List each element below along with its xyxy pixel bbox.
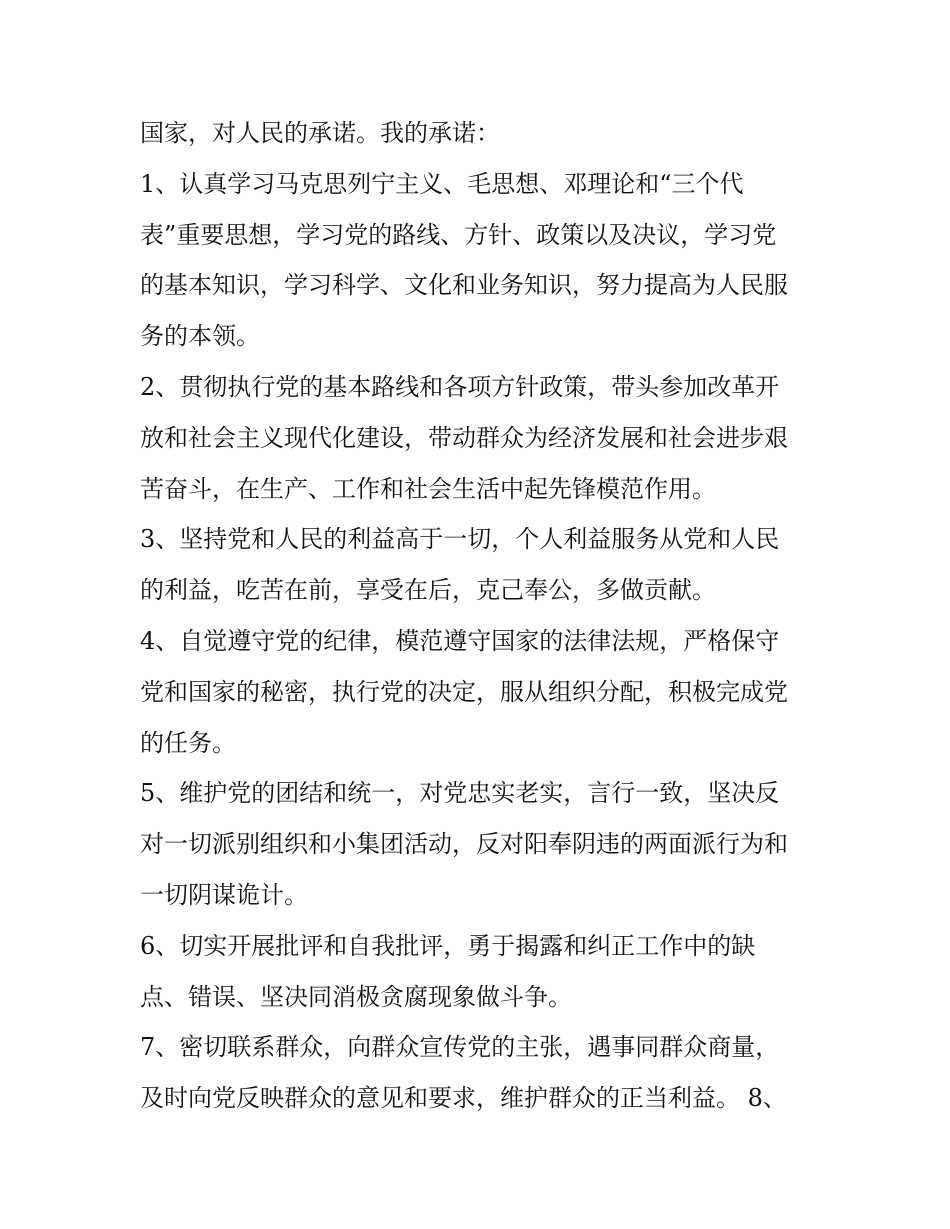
text-line: 7、密切联系群众，向群众宣传党的主张，遇事同群众商量， bbox=[140, 1033, 780, 1062]
text-line: 及时向党反映群众的意见和要求，维护群众的正当利益。 8、 bbox=[140, 1084, 787, 1113]
text-line: 3、坚持党和人民的利益高于一切，个人利益服务从党和人民 bbox=[140, 525, 780, 554]
text-line: 一切阴谋诡计。 bbox=[140, 880, 308, 909]
text-line: 的任务。 bbox=[140, 728, 236, 757]
text-line: 6、切实开展批评和自我批评，勇于揭露和纠正工作中的缺 bbox=[140, 931, 756, 960]
text-line: 党和国家的秘密，执行党的决定，服从组织分配，积极完成党 bbox=[140, 677, 788, 706]
text-line: 4、自觉遵守党的纪律，模范遵守国家的法律法规，严格保守 bbox=[140, 626, 780, 655]
document-body bbox=[140, 108, 830, 1124]
text-line: 务的本领。 bbox=[140, 322, 260, 351]
text-line: 表”重要思想，学习党的路线、方针、政策以及决议，学习党 bbox=[140, 220, 777, 249]
text-line: 的利益，吃苦在前，享受在后，克己奉公，多做贡献。 bbox=[140, 576, 716, 605]
text-line: 国家，对人民的承诺。我的承诺： bbox=[140, 119, 500, 147]
text-line: 点、错误、坚决同消极贪腐现象做斗争。 bbox=[140, 982, 572, 1011]
text-line: 的基本知识，学习科学、文化和业务知识，努力提高为人民服 bbox=[140, 271, 788, 300]
text-line: 放和社会主义现代化建设，带动群众为经济发展和社会进步艰 bbox=[140, 423, 788, 452]
text-line: 2、贯彻执行党的基本路线和各项方针政策，带头参加改革开 bbox=[140, 372, 780, 401]
text-line: 对一切派别组织和小集团活动，反对阳奉阴违的两面派行为和 bbox=[140, 830, 788, 859]
text-line: 苦奋斗，在生产、工作和社会生活中起先锋模范作用。 bbox=[140, 474, 716, 503]
text-line: 5、维护党的团结和统一，对党忠实老实，言行一致，坚决反 bbox=[140, 779, 780, 808]
text-line: 1、认真学习马克思列宁主义、毛思想、邓理论和“三个代 bbox=[140, 169, 744, 198]
